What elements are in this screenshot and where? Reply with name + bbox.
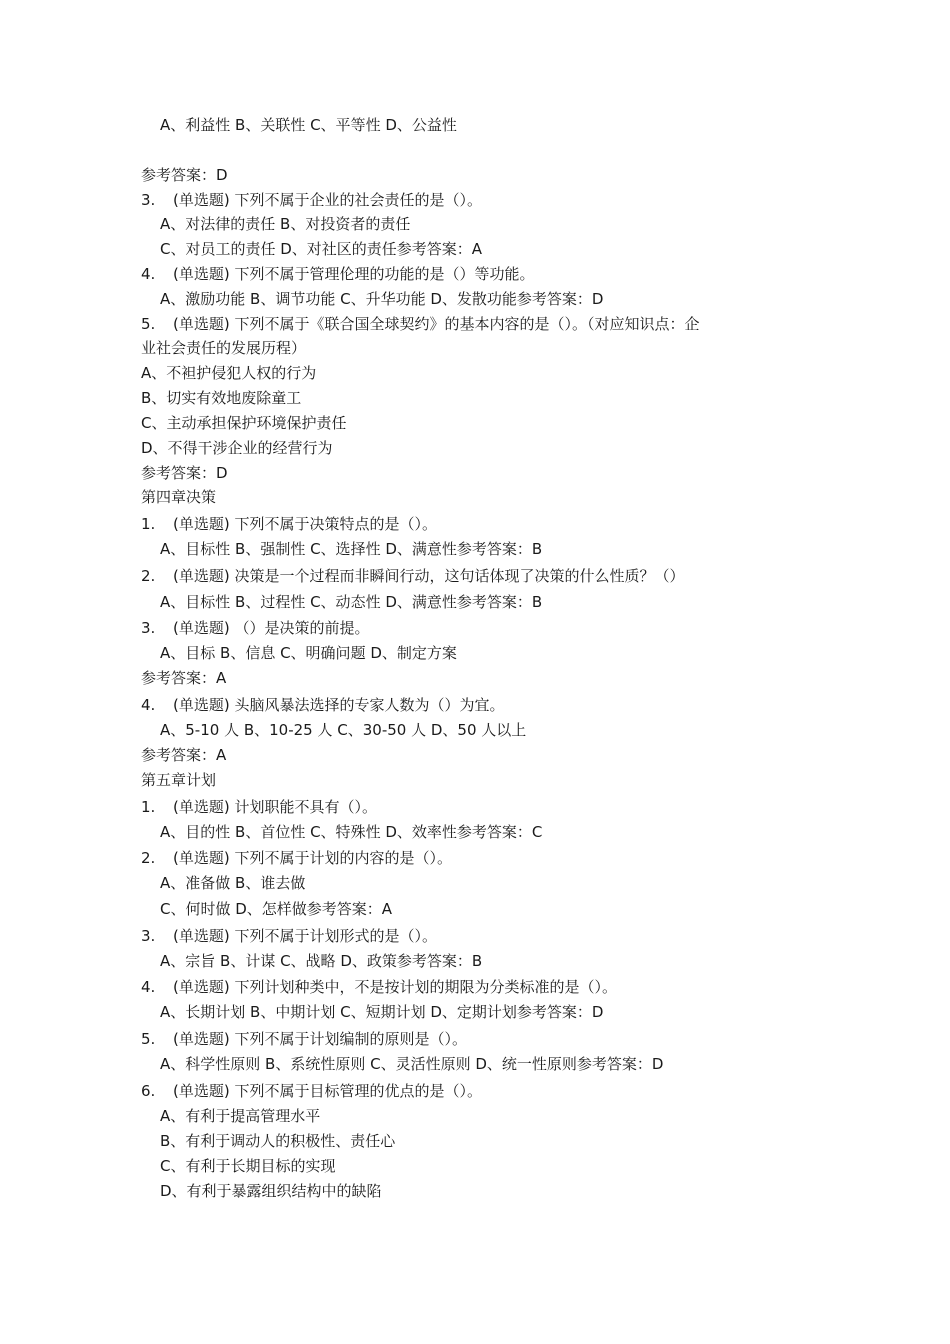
option-line: A、利益性 B、关联性 C、平等性 D、公益性	[160, 116, 457, 134]
question-line	[141, 695, 504, 715]
question-text: (单选题) （）是决策的前提。	[173, 619, 370, 637]
question-text: (单选题) 下列不属于目标管理的优点的是（）。	[173, 1082, 482, 1100]
question-text: (单选题) 下列不属于《联合国全球契约》的基本内容的是（）。（对应知识点：企	[173, 315, 700, 333]
question-number: 6.	[141, 1082, 156, 1100]
option-line: B、有利于调动人的积极性、责任心	[160, 1132, 396, 1150]
answer-line: 参考答案：A	[141, 669, 227, 687]
question-number: 5.	[141, 315, 156, 333]
question-number: 3.	[141, 191, 156, 209]
question-number: 1.	[141, 515, 156, 533]
question-number: 3.	[141, 927, 156, 945]
question-number: 2.	[141, 567, 156, 585]
answer-line: 参考答案：D	[141, 166, 228, 184]
question-number: 3.	[141, 619, 156, 637]
option-line: A、5-10 人 B、10-25 人 C、30-50 人 D、50 人以上	[160, 721, 527, 739]
option-line: A、目标 B、信息 C、明确问题 D、制定方案	[160, 644, 457, 662]
option-line: A、不袒护侵犯人权的行为	[141, 364, 317, 382]
option-line: D、不得干涉企业的经营行为	[141, 439, 333, 457]
option-line: A、长期计划 B、中期计划 C、短期计划 D、定期计划参考答案：D	[160, 1003, 604, 1021]
option-line: C、有利于长期目标的实现	[160, 1157, 336, 1175]
question-line	[141, 190, 482, 210]
question-text: (单选题) 下列计划种类中，不是按计划的期限为分类标准的是（）。	[173, 978, 617, 996]
question-line	[141, 848, 452, 868]
question-number: 5.	[141, 1030, 156, 1048]
option-line: C、主动承担保护环境保护责任	[141, 414, 347, 432]
question-text: (单选题) 下列不属于计划编制的原则是（）。	[173, 1030, 467, 1048]
chapter-heading: 第四章决策	[141, 488, 217, 506]
answer-line: 参考答案：A	[141, 746, 227, 764]
question-text: (单选题) 决策是一个过程而非瞬间行动，这句话体现了决策的什么性质？（）	[173, 567, 685, 585]
option-line: A、激励功能 B、调节功能 C、升华功能 D、发散功能参考答案：D	[160, 290, 604, 308]
option-line: A、对法律的责任 B、对投资者的责任	[160, 215, 411, 233]
option-line: D、有利于暴露组织结构中的缺陷	[160, 1182, 382, 1200]
chapter-heading: 第五章计划	[141, 771, 217, 789]
question-text: (单选题) 头脑风暴法选择的专家人数为（）为宜。	[173, 696, 505, 714]
question-line	[141, 1029, 467, 1049]
question-text: (单选题) 下列不属于计划形式的是（）。	[173, 927, 437, 945]
question-line	[141, 797, 377, 817]
question-text: (单选题) 下列不属于管理伦理的功能的是（）等功能。	[173, 265, 535, 283]
question-line	[141, 977, 617, 997]
option-line: A、准备做 B、谁去做	[160, 874, 306, 892]
question-continuation: 业社会责任的发展历程）	[141, 339, 307, 357]
question-line	[141, 618, 369, 638]
option-line: A、科学性原则 B、系统性原则 C、灵活性原则 D、统一性原则参考答案：D	[160, 1055, 664, 1073]
question-number: 1.	[141, 798, 156, 816]
question-number: 2.	[141, 849, 156, 867]
question-line	[141, 514, 437, 534]
option-line: A、目标性 B、过程性 C、动态性 D、满意性参考答案：B	[160, 593, 543, 611]
option-line: A、目标性 B、强制性 C、选择性 D、满意性参考答案：B	[160, 540, 543, 558]
option-line: C、对员工的责任 D、对社区的责任参考答案：A	[160, 240, 483, 258]
question-number: 4.	[141, 696, 156, 714]
option-line: A、宗旨 B、计谋 C、战略 D、政策参考答案：B	[160, 952, 483, 970]
answer-line: 参考答案：D	[141, 464, 228, 482]
option-line: A、目的性 B、首位性 C、特殊性 D、效率性参考答案：C	[160, 823, 543, 841]
question-text: (单选题) 下列不属于企业的社会责任的是（）。	[173, 191, 482, 209]
question-line	[141, 566, 684, 586]
question-text: (单选题) 下列不属于决策特点的是（）。	[173, 515, 437, 533]
question-text: (单选题) 计划职能不具有（）。	[173, 798, 377, 816]
question-number: 4.	[141, 978, 156, 996]
question-number: 4.	[141, 265, 156, 283]
question-line	[141, 264, 534, 284]
option-line: B、切实有效地废除童工	[141, 389, 302, 407]
question-line	[141, 1081, 482, 1101]
option-line: C、何时做 D、怎样做参考答案：A	[160, 900, 393, 918]
question-line	[141, 314, 699, 334]
option-line: A、有利于提高管理水平	[160, 1107, 321, 1125]
question-text: (单选题) 下列不属于计划的内容的是（）。	[173, 849, 452, 867]
question-line	[141, 926, 437, 946]
